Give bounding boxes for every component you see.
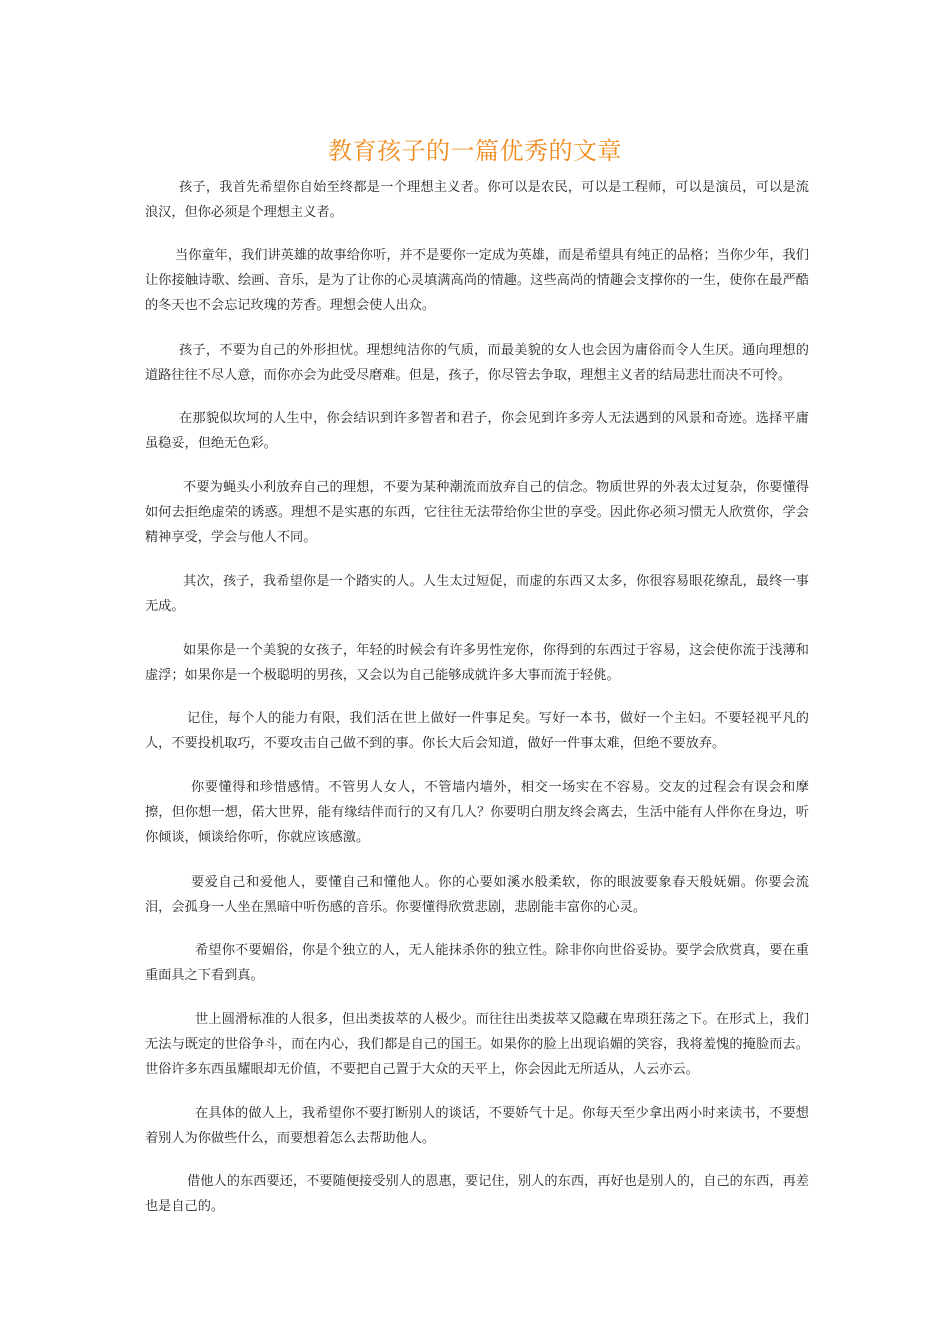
paragraph: 记住，每个人的能力有限，我们活在世上做好一件事足矣。写好一本书，做好一个主妇。不要轻视平凡的人，不要投机取巧，不要攻击自己做不到的事。你长大后会知道，做好一件事太难，但绝不要放弃。 — [145, 711, 809, 751]
paragraph: 世上圆滑标准的人很多，但出类拔萃的人极少。而往往出类拔萃又隐藏在卑琐狂荡之下。在形式上，我们无法与既定的世俗争斗，而在内心，我们都是自己的国王。如果你的脸上出现谄媚的笑容，我将羞愧的掩脸而去。世俗许多东西虽耀眼却无价值，不要把自己置于大众的天平上，你会因此无所适从，人云亦云。 — [145, 1012, 809, 1077]
paragraph: 你要懂得和珍惜感情。不管男人女人，不管墙内墙外，相交一场实在不容易。交友的过程会有误会和摩擦，但你想一想，偌大世界，能有缘结伴而行的又有几人？你要明白朋友终会离去，生活中能有人伴你在身边，听你倾谈，倾谈给你听，你就应该感激。 — [145, 780, 809, 845]
paragraph: 在那貌似坎坷的人生中，你会结识到许多智者和君子，你会见到许多旁人无法遇到的风景和奇迹。选择平庸虽稳妥，但绝无色彩。 — [145, 411, 809, 451]
paragraph: 在具体的做人上，我希望你不要打断别人的谈话，不要娇气十足。你每天至少拿出两小时来读书，不要想着别人为你做些什么，而要想着怎么去帮助他人。 — [145, 1106, 809, 1146]
paragraph: 孩子，不要为自己的外形担忧。理想纯洁你的气质，而最美貌的女人也会因为庸俗而令人生厌。通向理想的道路往往不尽人意，而你亦会为此受尽磨难。但是，孩子，你尽管去争取，理想主义者的结局悲壮而决不可怜。 — [145, 343, 809, 383]
paragraph: 要爱自己和爱他人，要懂自己和懂他人。你的心要如溪水般柔软，你的眼波要象春天般妩媚。你要会流泪，会孤身一人坐在黑暗中听伤感的音乐。你要懂得欣赏悲剧，悲剧能丰富你的心灵。 — [145, 875, 809, 915]
paragraph: 如果你是一个美貌的女孩子，年轻的时候会有许多男性宠你，你得到的东西过于容易，这会使你流于浅薄和虚浮；如果你是一个极聪明的男孩，又会以为自己能够成就许多大事而流于轻佻。 — [145, 643, 809, 683]
paragraph: 不要为蝇头小利放弃自己的理想，不要为某种潮流而放弃自己的信念。物质世界的外表太过复杂，你要懂得如何去拒绝虚荣的诱惑。理想不是实惠的东西，它往往无法带给你尘世的享受。因此你必须习惯无人欣赏你，学会精神享受，学会与他人不同。 — [145, 480, 809, 545]
paragraph: 希望你不要媚俗，你是个独立的人，无人能抹杀你的独立性。除非你向世俗妥协。要学会欣赏真，要在重重面具之下看到真。 — [145, 943, 809, 983]
paragraph: 其次，孩子，我希望你是一个踏实的人。人生太过短促，而虚的东西又太多，你很容易眼花缭乱，最终一事无成。 — [145, 574, 809, 614]
paragraph: 借他人的东西要还，不要随便接受别人的恩惠，要记住，别人的东西，再好也是别人的，自己的东西，再差也是自己的。 — [145, 1174, 809, 1214]
paragraph: 当你童年，我们讲英雄的故事给你听，并不是要你一定成为英雄，而是希望具有纯正的品格；当你少年，我们让你接触诗歌、绘画、音乐，是为了让你的心灵填满高尚的情趣。这些高尚的情趣会支撑你的一生，使你在最严酷的冬天也不会忘记玫瑰的芳香。理想会使人出众。 — [145, 248, 809, 313]
paragraph: 孩子，我首先希望你自始至终都是一个理想主义者。你可以是农民，可以是工程师，可以是演员，可以是流浪汉，但你必须是个理想主义者。 — [145, 180, 809, 220]
article-title: 教育孩子的一篇优秀的文章 — [328, 137, 622, 165]
